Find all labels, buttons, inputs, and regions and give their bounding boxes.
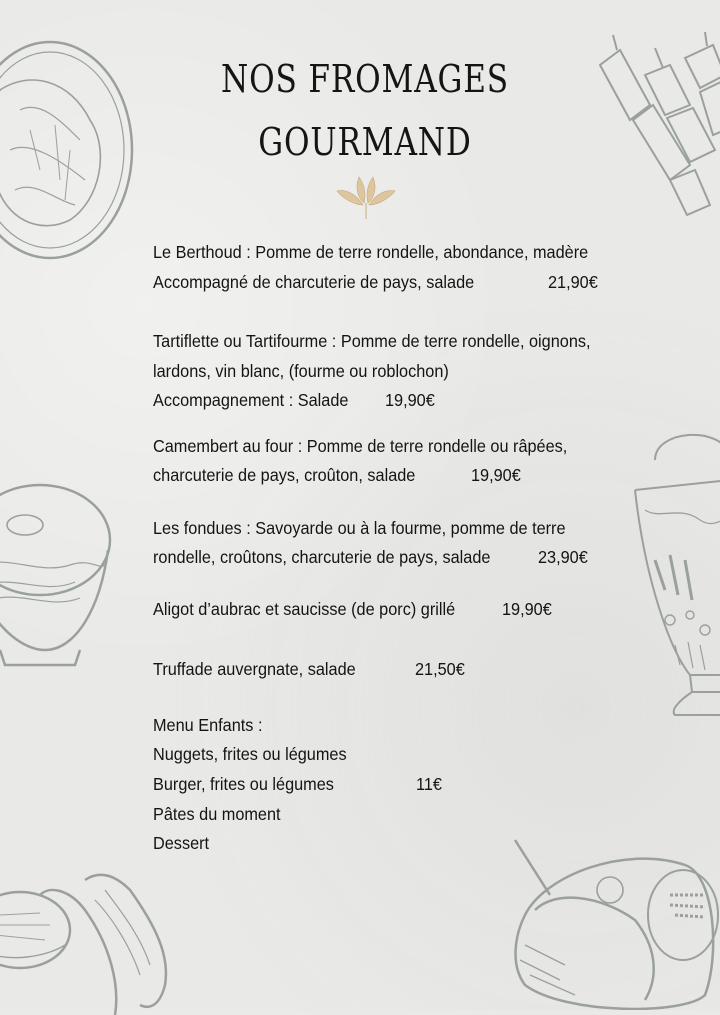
menu-item-price: 19,90€	[502, 599, 552, 619]
wheat-leaf-icon	[335, 175, 397, 230]
kids-menu-price: 11€	[416, 774, 442, 794]
menu-item-line: rondelle, croûtons, charcuterie de pays, salade	[153, 547, 491, 567]
menu-item-price: 19,90€	[385, 390, 435, 410]
menu-item-price: 23,90€	[538, 547, 588, 567]
grilled-platter-illustration	[505, 835, 720, 1010]
menu-item-line: Camembert au four : Pomme de terre rondelle ou râpées,	[153, 436, 568, 456]
menu-item-line: Les fondues : Savoyarde ou à la fourme, pomme de terre	[153, 518, 566, 538]
kids-menu-line: Burger, frites ou légumes	[153, 774, 334, 794]
menu-item-line: Accompagné de charcuterie de pays, salade	[153, 272, 475, 292]
page-title-line-1: NOS FROMAGES	[221, 57, 509, 101]
menu-item-line: Aligot d’aubrac et saucisse (de porc) grillé	[153, 599, 456, 619]
fried-chicken-illustration	[0, 855, 190, 1015]
kids-menu-heading: Menu Enfants :	[153, 715, 263, 735]
menu-item-price: 19,90€	[471, 465, 521, 485]
menu-item-line: Truffade auvergnate, salade	[153, 659, 356, 679]
menu-item-line: charcuterie de pays, croûton, salade	[153, 465, 416, 485]
menu-item-line: Accompagnement : Salade	[153, 390, 349, 410]
menu-item-line: Tartiflette ou Tartifourme : Pomme de terre rondelle, oignons,	[153, 331, 591, 351]
menu-item-price: 21,90€	[548, 272, 598, 292]
noodle-bowl-illustration	[0, 470, 120, 670]
sundae-glass-illustration	[630, 430, 720, 720]
menu-item-price: 21,50€	[415, 659, 465, 679]
menu-item-line: Le Berthoud : Pomme de terre rondelle, abondance, madère	[153, 242, 589, 262]
kids-menu-line: Pâtes du moment	[153, 804, 281, 824]
kids-menu-line: Nuggets, frites ou légumes	[153, 744, 347, 764]
page-title-line-2: GOURMAND	[258, 120, 472, 164]
menu-item-line: lardons, vin blanc, (fourme ou roblochon)	[153, 361, 449, 381]
kids-menu-line: Dessert	[153, 833, 210, 853]
